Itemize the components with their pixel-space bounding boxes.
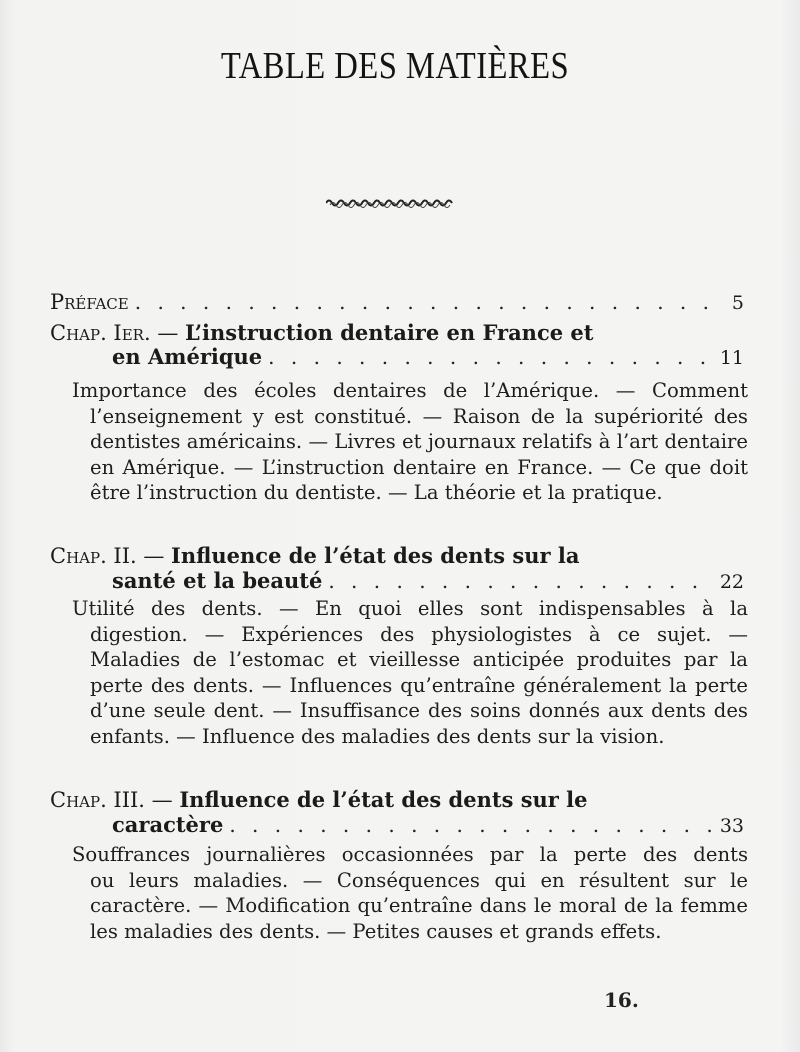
chap3-summary [72, 842, 748, 944]
dot-leader [135, 290, 712, 314]
chap2-page: 22 [719, 571, 744, 593]
chap3-heading-line2 [112, 812, 744, 842]
chap1-summary-first: Importance des écoles dentaires de l’Amérique. — Comment [72, 379, 748, 402]
chap1-title-line2: en Amérique [112, 344, 263, 369]
chap3-title-line1: Influence de l’état des dents sur le [179, 787, 588, 812]
chap3-summary-first: Souffrances journalières occasionnées par la perte des dents [72, 843, 748, 866]
preface-label: Préface [50, 290, 129, 314]
chap1-title-line1: L’instruction dentaire en France et [185, 320, 594, 345]
chap3-page: 33 [719, 815, 744, 837]
chap3-heading-line1 [50, 787, 750, 812]
signature-mark: 16. [604, 988, 639, 1012]
chap2-heading-line2 [112, 568, 744, 598]
chap2-title-line1: Influence de l’état des dents sur la [171, 543, 580, 568]
chap1-page: 11 [719, 347, 744, 369]
chap1-summary-rest: l’enseignement y est constitué. — Raison de la supériorité des dentistes américains. — Livres et journaux relatifs à l’art dentaire en Amérique. — L’instruction dentaire en France. — Ce que doit être l’instruction du dentiste. — La théorie et la pratique. [90, 404, 748, 505]
chap1-heading-line2 [112, 344, 744, 374]
chap2-summary [72, 596, 748, 750]
chap3-title-line2: caractère [112, 812, 224, 837]
chap1-prefix: Chap. Ier. — [50, 321, 185, 345]
toc-entry-preface [50, 290, 744, 320]
chap1-heading-line1 [50, 320, 750, 345]
dot-leader [328, 569, 712, 593]
dot-leader [229, 813, 712, 837]
chap2-summary-first: Utilité des dents. — En quoi elles sont indispensables à la [72, 597, 748, 620]
preface-page: 5 [731, 292, 744, 314]
page-title: TABLE DES MATIÈRES [220, 45, 570, 87]
chap2-title-line2: santé et la beauté [112, 568, 323, 593]
chap1-summary [72, 378, 748, 506]
chap2-prefix: Chap. II. — [50, 544, 172, 568]
ornament-rule [326, 196, 456, 210]
chap3-prefix: Chap. III. — [50, 788, 180, 812]
chap3-summary-rest: ou leurs maladies. — Conséquences qui en résultent sur le caractère. — Modification qu’entraîne dans le moral de la femme les maladies des dents. — Petites causes et grands effets. [90, 868, 748, 943]
dot-leader [268, 345, 712, 369]
chap2-heading-line1 [50, 543, 750, 568]
chap2-summary-rest: digestion. — Expériences des physiologistes à ce sujet. — Maladies de l’estomac et vieillesse anticipée produites par la perte des dents. — Influences qu’entraîne généralement la perte d’une seule dent. — Insuffisance des soins donnés aux dents des enfants. — Influence des maladies des dents sur la vision. [90, 622, 748, 748]
